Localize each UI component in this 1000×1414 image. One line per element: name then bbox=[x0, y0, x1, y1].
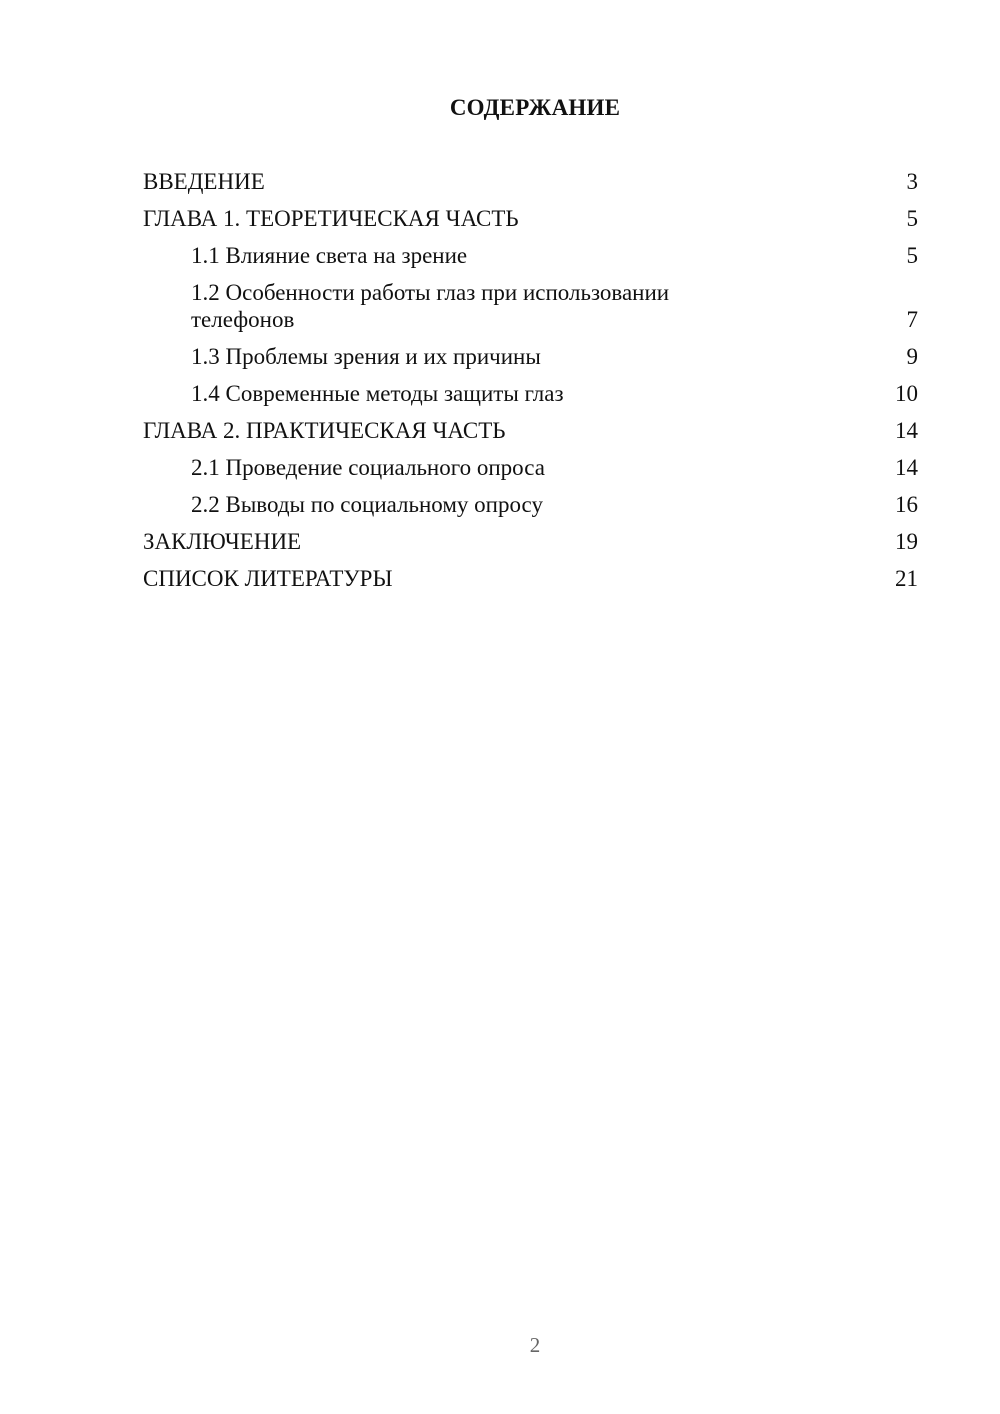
toc-entry-conclusion[interactable] bbox=[143, 528, 918, 555]
toc-entry-page: 10 bbox=[895, 381, 918, 406]
toc-entry-page: 14 bbox=[895, 455, 918, 480]
toc-entry-label: 1.2 Особенности работы глаз при использовании телефонов bbox=[191, 280, 670, 332]
page-number: 2 bbox=[529, 1333, 541, 1357]
toc-entry-introduction[interactable] bbox=[143, 168, 918, 195]
toc-entry-label: 1.3 Проблемы зрения и их причины bbox=[191, 344, 541, 369]
toc-entry-label: ЗАКЛЮЧЕНИЕ bbox=[143, 529, 302, 554]
toc-entry-page: 9 bbox=[906, 344, 918, 369]
toc-entry-page: 19 bbox=[895, 529, 918, 554]
toc-entry-chapter-2[interactable] bbox=[143, 417, 918, 444]
toc-entry-page: 21 bbox=[895, 566, 918, 591]
toc-entry-label: 1.4 Современные методы защиты глаз bbox=[191, 381, 564, 406]
toc-entry-page: 7 bbox=[906, 307, 918, 332]
toc-entry-label: ГЛАВА 2. ПРАКТИЧЕСКАЯ ЧАСТЬ bbox=[143, 418, 506, 443]
toc-entry-label: 1.1 Влияние света на зрение bbox=[191, 243, 468, 268]
toc-entry-2-2[interactable] bbox=[143, 491, 918, 518]
toc-entry-page: 16 bbox=[895, 492, 918, 517]
toc-entry-1-4[interactable] bbox=[143, 380, 918, 407]
toc-entry-page: 3 bbox=[906, 169, 918, 194]
toc-entry-2-1[interactable] bbox=[143, 454, 918, 481]
toc-entry-1-2[interactable] bbox=[143, 279, 918, 333]
toc-entry-chapter-1[interactable] bbox=[143, 205, 918, 232]
page-title: СОДЕРЖАНИЕ bbox=[449, 95, 621, 120]
toc-entry-1-3[interactable] bbox=[143, 343, 918, 370]
toc-entry-page: 5 bbox=[906, 243, 918, 268]
toc-entry-page: 5 bbox=[906, 206, 918, 231]
toc-entry-label: СПИСОК ЛИТЕРАТУРЫ bbox=[143, 566, 393, 591]
toc-entry-label: 2.1 Проведение социального опроса bbox=[191, 455, 545, 480]
toc-entry-label: ГЛАВА 1. ТЕОРЕТИЧЕСКАЯ ЧАСТЬ bbox=[143, 206, 519, 231]
toc-entry-1-1[interactable] bbox=[143, 242, 918, 269]
table-of-contents bbox=[143, 168, 918, 602]
toc-entry-label: ВВЕДЕНИЕ bbox=[143, 169, 265, 194]
toc-entry-page: 14 bbox=[895, 418, 918, 443]
toc-entry-label: 2.2 Выводы по социальному опросу bbox=[191, 492, 543, 517]
toc-entry-references[interactable] bbox=[143, 565, 918, 592]
